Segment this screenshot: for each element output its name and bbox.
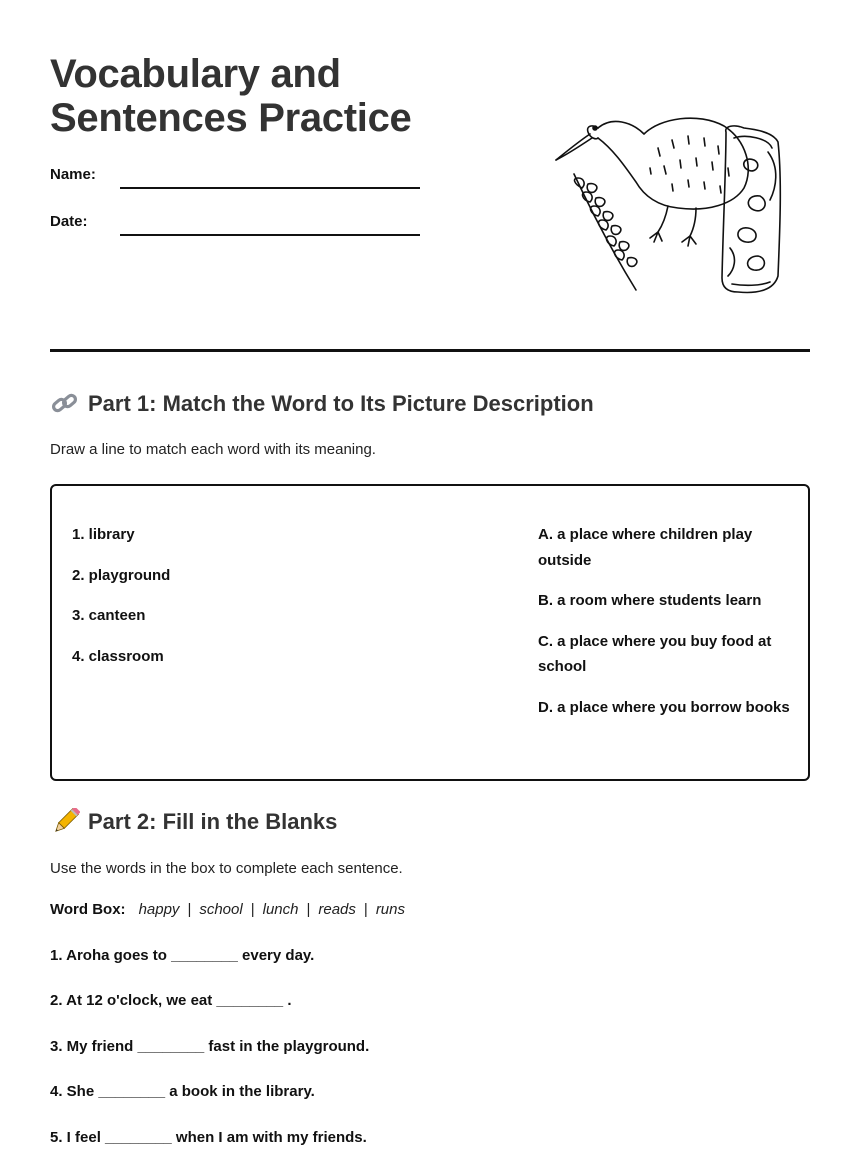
page-title: Vocabulary and Sentences Practice	[50, 52, 412, 140]
word-item[interactable]: 1. library	[72, 526, 135, 543]
meaning-item[interactable]: D. a place where you borrow books	[538, 698, 790, 716]
part1-heading-row	[50, 390, 594, 418]
meaning-item[interactable]: C. a place where you buy food at school	[538, 632, 772, 675]
name-label: Name:	[50, 166, 96, 183]
sentence-item[interactable]: 2. At 12 o'clock, we eat ________ .	[50, 992, 292, 1009]
word-box-separator: |	[187, 901, 192, 918]
word-box-word: reads	[318, 901, 356, 918]
word-box-separator: |	[363, 901, 368, 918]
kiwi-bird-illustration	[548, 108, 788, 298]
word-box-word: runs	[375, 901, 405, 918]
sentence-item[interactable]: 1. Aroha goes to ________ every day.	[50, 947, 315, 964]
meaning-item[interactable]: B. a room where students learn	[538, 592, 762, 609]
part2-heading: Part 2: Fill in the Blanks	[88, 809, 338, 834]
word-box-label: Word Box:	[50, 901, 126, 918]
part1-instruction: Draw a line to match each word with its meaning.	[50, 441, 376, 458]
part1-heading: Part 1: Match the Word to Its Picture Description	[88, 391, 594, 416]
section-divider	[50, 349, 810, 352]
meaning-column	[538, 522, 798, 735]
word-item[interactable]: 2. playground	[72, 566, 171, 584]
word-box-separator: |	[250, 901, 255, 918]
meaning-item[interactable]: A. a place where children play outside	[538, 526, 753, 569]
word-box-word: happy	[138, 901, 180, 918]
name-field[interactable]	[120, 187, 420, 189]
word-box-word: school	[199, 901, 243, 918]
sentence-item[interactable]: 5. I feel ________ when I am with my friends.	[50, 1129, 367, 1146]
sentence-item[interactable]: 3. My friend ________ fast in the playground.	[50, 1038, 370, 1055]
pencil-icon	[50, 808, 80, 836]
word-box-word: lunch	[262, 901, 299, 918]
link-icon	[50, 390, 80, 418]
word-box	[50, 901, 405, 918]
word-item[interactable]: 3. canteen	[72, 607, 146, 624]
date-label: Date:	[50, 213, 88, 230]
word-box-separator: |	[306, 901, 311, 918]
matching-box	[50, 484, 810, 781]
word-column	[72, 522, 372, 684]
part2-instruction: Use the words in the box to complete each sentence.	[50, 860, 403, 877]
part2-heading-row	[50, 808, 337, 836]
date-field[interactable]	[120, 234, 420, 236]
sentence-item[interactable]: 4. She ________ a book in the library.	[50, 1083, 315, 1100]
word-item[interactable]: 4. classroom	[72, 647, 164, 665]
